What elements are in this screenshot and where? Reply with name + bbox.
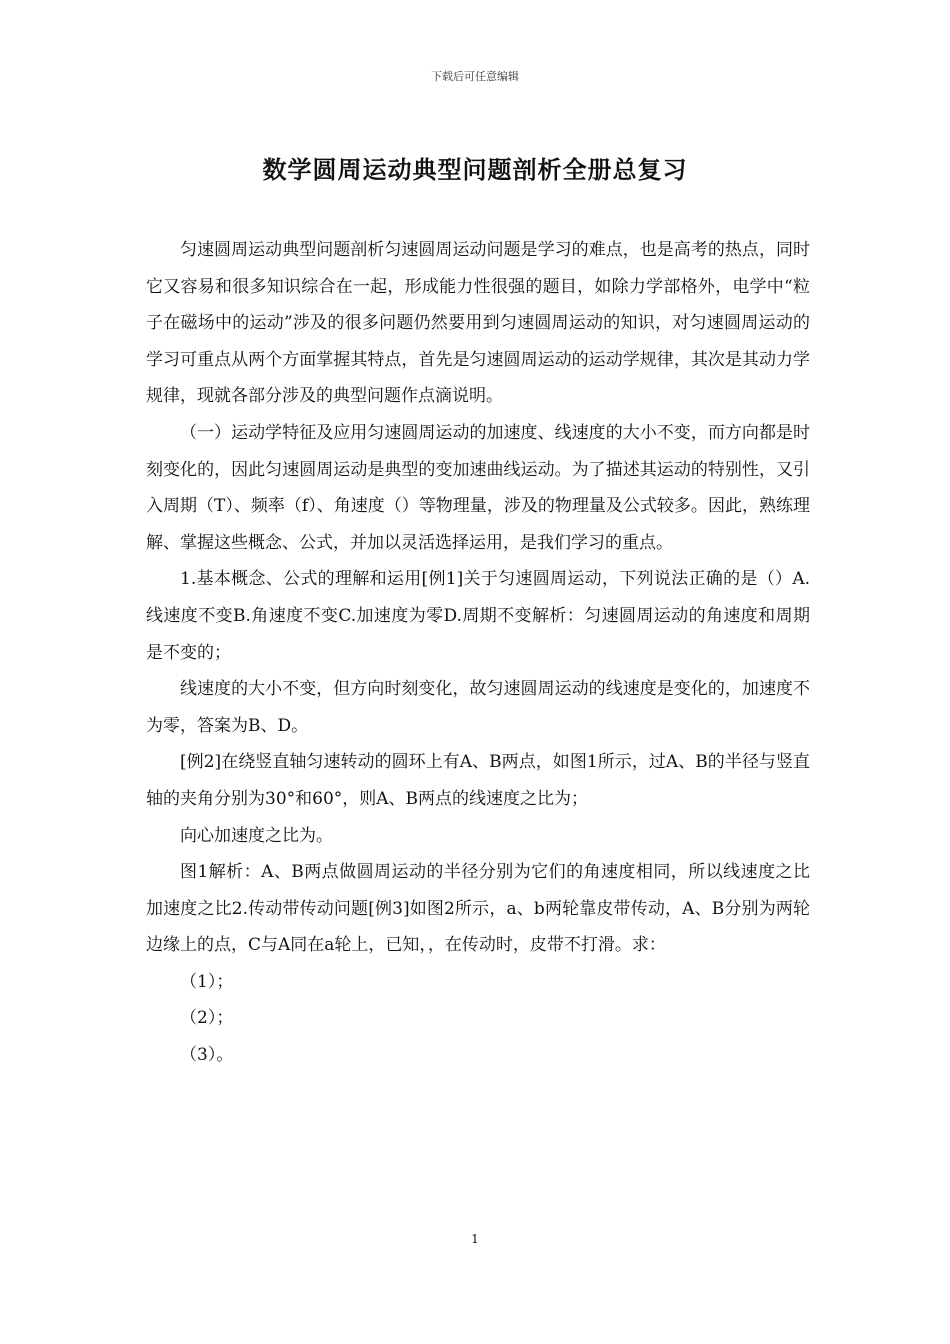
question-item: （1）； <box>180 971 234 992</box>
document-title: 数学圆周运动典型问题剖析全册总复习 <box>262 156 688 184</box>
paragraph: 线速度的大小不变，但方向时刻变化，故匀速圆周运动的线速度是变化的，加速度不为零，答案为B、D。 <box>146 679 810 736</box>
page-header-note: 下载后可任意编辑 <box>431 70 519 83</box>
document-body <box>146 232 810 1074</box>
paragraph: 向心加速度之比为。 <box>180 825 333 846</box>
paragraph: [例2]在绕竖直轴匀速转动的圆环上有A、B两点，如图1所示，过A、B的半径与竖直轴的夹角分别为30°和60°，则A、B两点的线速度之比为； <box>146 752 810 809</box>
question-item: （2）； <box>180 1008 234 1029</box>
paragraph: （一）运动学特征及应用匀速圆周运动的加速度、线速度的大小不变，而方向都是时刻变化的，因此匀速圆周运动是典型的变加速曲线运动。为了描述其运动的特别性，又引入周期（T）、频率（f）、角速度（）等物理量，涉及的物理量及公式较多。因此，熟练理解、掌握这些概念、公式，并加以灵活选择运用，是我们学习的重点。 <box>146 422 810 553</box>
paragraph: 1.基本概念、公式的理解和运用[例1]关于匀速圆周运动，下列说法正确的是（）A.线速度不变B.角速度不变C.加速度为零D.周期不变解析：匀速圆周运动的角速度和周期是不变的； <box>146 569 810 663</box>
paragraph: 匀速圆周运动典型问题剖析匀速圆周运动问题是学习的难点，也是高考的热点，同时它又容易和很多知识综合在一起，形成能力性很强的题目，如除力学部格外，电学中“粒子在磁场中的运动”涉及的很多问题仍然要用到匀速圆周运动的知识，对匀速圆周运动的学习可重点从两个方面掌握其特点，首先是匀速圆周运动的运动学规律，其次是其动力学规律，现就各部分涉及的典型问题作点滴说明。 <box>146 240 810 407</box>
question-item: （3）。 <box>180 1045 234 1066</box>
paragraph: 图1解析：A、B两点做圆周运动的半径分别为它们的角速度相同，所以线速度之比加速度之比2.传动带传动问题[例3]如图2所示，a、b两轮靠皮带传动，A、B分别为两轮边缘上的点，C与A同在a轮上，已知，，在传动时，皮带不打滑。求： <box>146 862 810 956</box>
page-number: 1 <box>471 1232 479 1246</box>
